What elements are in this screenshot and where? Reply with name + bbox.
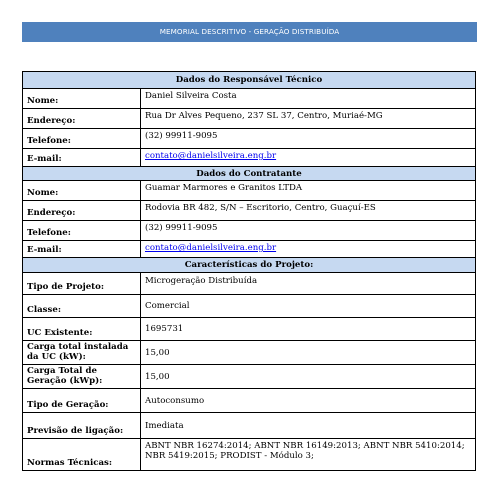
contratante-telefone-value: (32) 99911-9095 (141, 221, 476, 241)
tipo-geracao-value: Autoconsumo (141, 389, 476, 413)
table-row (23, 318, 476, 341)
normas-tecnicas-value: ABNT NBR 16274:2014; ABNT NBR 16149:2013; ABNT NBR 5410:2014; NBR 5419:2015; PRODIST - Módulo 3; (141, 439, 476, 471)
table-row (23, 341, 476, 365)
tipo-geracao-label: Tipo de Geração: (23, 389, 141, 413)
table-row (23, 201, 476, 221)
tipo-projeto-label: Tipo de Projeto: (23, 273, 141, 295)
telefone-label: Telefone: (23, 221, 141, 241)
classe-label: Classe: (23, 295, 141, 318)
table-row (23, 241, 476, 258)
carga-geracao-label: Carga Total de Geração (kWp): (23, 365, 141, 389)
section-title-contratante: Dados do Contratante (23, 167, 476, 181)
previsao-ligacao-value: Imediata (141, 413, 476, 439)
section-header-row (23, 167, 476, 181)
table-row (23, 109, 476, 129)
table-row (23, 389, 476, 413)
table-row (23, 295, 476, 318)
section-header-row (23, 258, 476, 273)
document-banner-title: MEMORIAL DESCRITIVO - GERAÇÃO DISTRIBUÍDA (22, 22, 477, 42)
table-row (23, 89, 476, 109)
contratante-nome-value: Guamar Marmores e Granitos LTDA (141, 181, 476, 201)
table-row (23, 181, 476, 201)
contratante-endereco-value: Rodovia BR 482, S/N – Escritorio, Centro, Guaçuí-ES (141, 201, 476, 221)
endereco-label: Endereço: (23, 109, 141, 129)
responsavel-telefone-value: (32) 99911-9095 (141, 129, 476, 149)
endereco-label: Endereço: (23, 201, 141, 221)
memorial-table (22, 71, 476, 471)
uc-existente-label: UC Existente: (23, 318, 141, 341)
uc-existente-value: 1695731 (141, 318, 476, 341)
table-row (23, 273, 476, 295)
carga-instalada-value: 15,00 (141, 341, 476, 365)
classe-value: Comercial (141, 295, 476, 318)
table-row (23, 129, 476, 149)
section-title-projeto: Características do Projeto: (23, 258, 476, 273)
normas-tecnicas-label: Normas Técnicas: (23, 439, 141, 471)
section-header-row (23, 72, 476, 89)
table-row (23, 439, 476, 471)
tipo-projeto-value: Microgeração Distribuída (141, 273, 476, 295)
nome-label: Nome: (23, 181, 141, 201)
responsavel-endereco-value: Rua Dr Alves Pequeno, 237 SL 37, Centro, Muriaé-MG (141, 109, 476, 129)
previsao-ligacao-label: Previsão de ligação: (23, 413, 141, 439)
carga-instalada-label: Carga total instalada da UC (kW): (23, 341, 141, 365)
responsavel-nome-value: Daniel Silveira Costa (141, 89, 476, 109)
table-row (23, 221, 476, 241)
contratante-email-link[interactable]: contato@danielsilveira.eng.br (145, 243, 277, 253)
table-row (23, 149, 476, 167)
email-label: E-mail: (23, 241, 141, 258)
carga-geracao-value: 15,00 (141, 365, 476, 389)
table-row (23, 413, 476, 439)
email-label: E-mail: (23, 149, 141, 167)
section-title-responsavel: Dados do Responsável Técnico (23, 72, 476, 89)
responsavel-email-link[interactable]: contato@danielsilveira.eng.br (145, 151, 277, 161)
table-row (23, 365, 476, 389)
nome-label: Nome: (23, 89, 141, 109)
telefone-label: Telefone: (23, 129, 141, 149)
